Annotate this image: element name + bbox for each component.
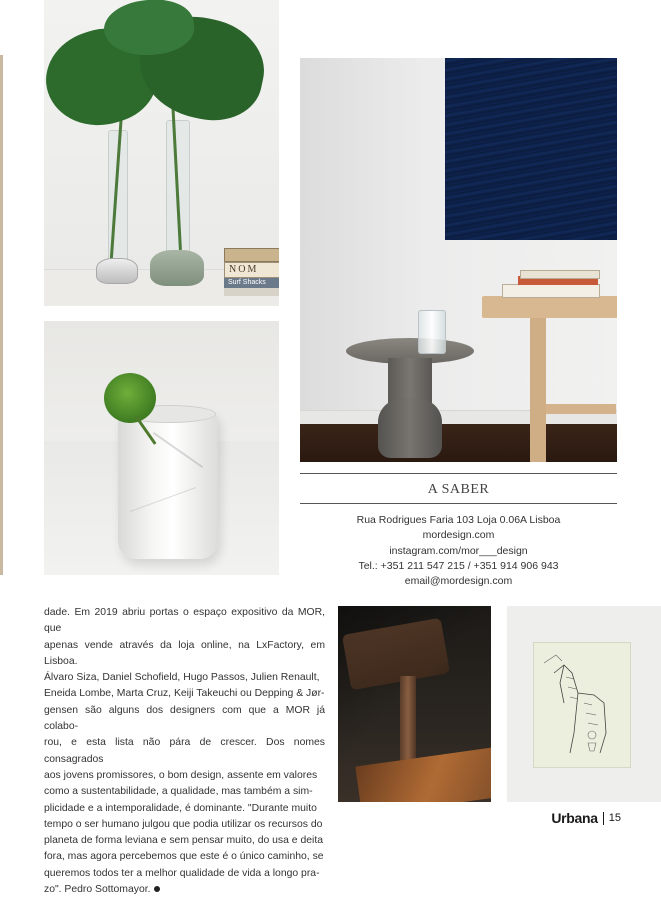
body-line: como a sustentabilidade, a qualidade, mas também a sim-: [44, 786, 313, 798]
blue-painting: [445, 58, 617, 240]
page-footer: [551, 810, 621, 826]
zebra-sketch-icon: [534, 643, 630, 767]
body-line: tempo o ser humano julgou que podia utilizar os recursos do: [44, 818, 323, 830]
chair-shadow: [338, 606, 491, 802]
photo-marble-vase: [44, 321, 279, 575]
bench-book-top: [520, 270, 600, 279]
bench-rail: [546, 404, 616, 414]
info-website[interactable]: mordesign.com: [422, 529, 495, 542]
book-spine-subtitle: Surf Shacks: [224, 278, 279, 288]
info-address: Rua Rodrigues Faria 103 Loja 0.06A Lisboa: [356, 514, 561, 526]
water-glass: [418, 310, 446, 354]
marble-base-left: [96, 258, 138, 284]
magazine-brand: Urbana: [551, 810, 598, 826]
body-line: rou, e esta lista não pára de crescer. Dos nomes consagrados: [44, 737, 325, 765]
marble-vase: [118, 409, 218, 559]
info-title: A SABER: [427, 482, 490, 497]
book-spine-title: NOM: [224, 262, 279, 278]
photo-wooden-chair: [338, 606, 491, 802]
green-stone-base: [150, 250, 204, 286]
photo-monstera-vases: [44, 0, 279, 306]
wood-floor: [300, 424, 617, 462]
body-line: dade. Em 2019 abriu portas o espaço expositivo da MOR, que: [44, 607, 325, 635]
body-last-line: [44, 882, 325, 898]
info-instagram[interactable]: instagram.com/mor___design: [389, 544, 528, 557]
body-line: aos jovens promissores, o bom design, assente em valores: [44, 769, 318, 781]
previous-page-edge: [0, 55, 3, 575]
bench-book-bottom: [502, 284, 600, 298]
book-stack: [224, 248, 279, 298]
stone-table-base: [378, 398, 442, 458]
photo-side-table: [300, 58, 617, 462]
body-line: queremos todos ter a melhor qualidade de vida a longo pra-: [44, 867, 320, 879]
body-line: Álvaro Siza, Daniel Schofield, Hugo Passos, Julien Renault,: [44, 672, 320, 684]
info-lines: [300, 504, 617, 589]
body-line: gensen são alguns dos designers com que a MOR já colabo-: [44, 704, 325, 733]
end-of-article-icon: [154, 886, 160, 892]
footer-separator: [603, 812, 604, 825]
photo-framed-drawing: [507, 606, 661, 802]
info-phone: Tel.: +351 211 547 215 / +351 914 906 943: [358, 559, 559, 572]
article-body-text: [44, 605, 325, 898]
info-email[interactable]: email@mordesign.com: [404, 575, 513, 588]
drawing-paper: [533, 642, 631, 768]
info-box: [300, 473, 617, 589]
body-line: planeta de forma leviana e sem pensar muito, do usa e deita: [44, 835, 323, 847]
green-chrysanthemum: [104, 373, 156, 423]
bench-leg-left: [530, 318, 546, 462]
body-line: fora, mas agora percebemos que este é o único caminho, se: [44, 851, 324, 863]
body-line: zo". Pedro Sottomayor.: [44, 884, 151, 896]
body-line: apenas vende através da loja online, na LxFactory, em Lisboa.: [44, 639, 325, 667]
body-line: Eneida Lombe, Marta Cruz, Keiji Takeuchi ou Depping & Jør-: [44, 688, 325, 700]
body-line: plicidade e a intemporalidade, é dominante. "Durante muito: [44, 802, 317, 814]
wooden-bench-top: [482, 296, 617, 318]
page-number: 15: [608, 812, 621, 824]
